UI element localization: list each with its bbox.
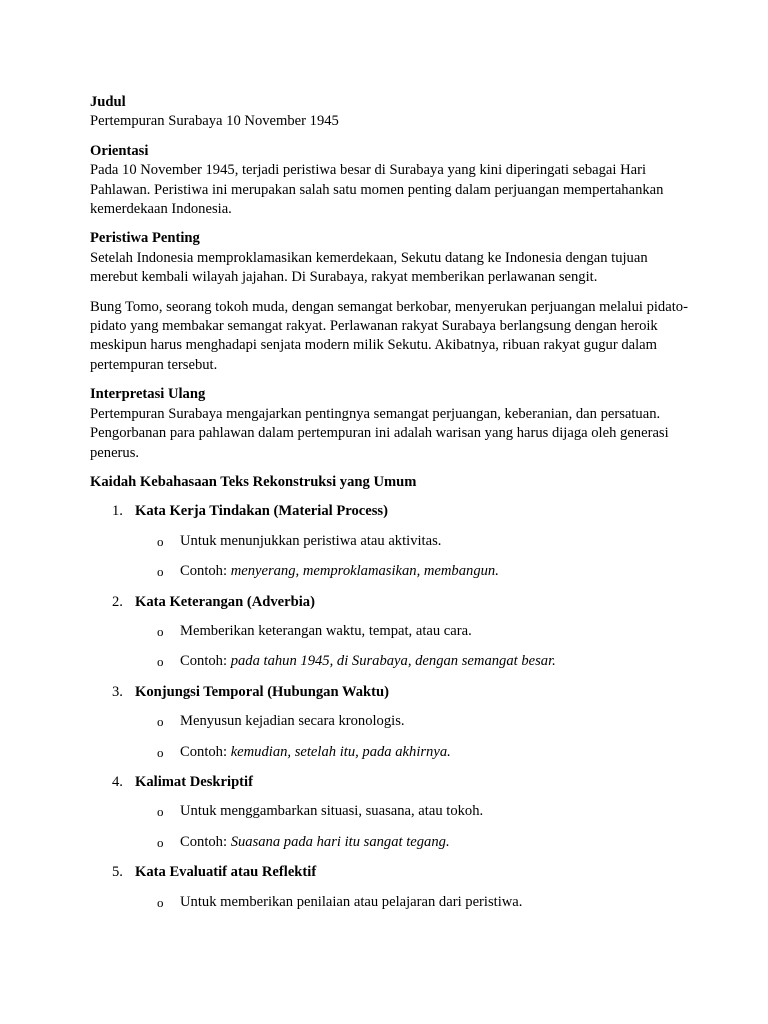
orientasi-text: Pada 10 November 1945, terjadi peristiwa besar di Surabaya yang kini diperingati sebagai Hari Pahlawan. Peristiwa ini merupakan salah satu momen penting dalam perjuangan mempertahankan kemerdekaan Indonesia.	[90, 162, 664, 218]
bullet-marker: o	[157, 623, 164, 639]
sub-bullet-list	[135, 532, 690, 582]
bullet-marker: o	[157, 744, 164, 760]
sub-bullet-item	[135, 712, 690, 731]
example-prefix: Contoh:	[180, 743, 231, 760]
example-prefix: Contoh:	[180, 563, 231, 580]
bullet-marker: o	[157, 894, 164, 910]
list-item	[90, 593, 690, 672]
sub-bullet-item	[135, 622, 690, 641]
heading-interpretasi-ulang: Interpretasi Ulang	[90, 386, 206, 403]
judul-text: Pertempuran Surabaya 10 November 1945	[90, 113, 339, 130]
bullet-text: Memberikan keterangan waktu, tempat, atau cara.	[180, 622, 472, 639]
list-item-label: Kalimat Deskriptif	[135, 773, 253, 790]
heading-orientasi: Orientasi	[90, 142, 149, 159]
sub-bullet-list	[135, 622, 690, 672]
sub-bullet-item	[135, 562, 690, 581]
sub-bullet-list	[135, 893, 690, 912]
heading-kaidah-kebahasaan: Kaidah Kebahasaan Teks Rekonstruksi yang Umum	[90, 473, 417, 490]
sub-bullet-list	[135, 712, 690, 762]
list-item-label: Konjungsi Temporal (Hubungan Waktu)	[135, 683, 389, 700]
example-prefix: Contoh:	[180, 653, 231, 670]
sub-bullet-item	[135, 652, 690, 671]
list-number: 5.	[112, 864, 123, 881]
list-item-label: Kata Keterangan (Adverbia)	[135, 593, 315, 610]
bullet-text: Untuk menggambarkan situasi, suasana, atau tokoh.	[180, 803, 484, 820]
list-item	[90, 502, 690, 581]
bullet-text: Untuk menunjukkan peristiwa atau aktivitas.	[180, 532, 442, 549]
kaidah-numbered-list	[90, 502, 690, 912]
section-orientasi	[90, 142, 690, 220]
sub-bullet-item	[135, 893, 690, 912]
sub-bullet-item	[135, 833, 690, 852]
section-interpretasi-ulang	[90, 385, 690, 463]
list-number: 4.	[112, 773, 123, 790]
bullet-marker: o	[157, 714, 164, 730]
sub-bullet-item	[135, 743, 690, 762]
sub-bullet-item	[135, 802, 690, 821]
sub-bullet-item	[135, 532, 690, 551]
document-page	[90, 93, 690, 923]
peristiwa-paragraph-2: Bung Tomo, seorang tokoh muda, dengan semangat berkobar, menyerukan perjuangan melalui pidato-pidato yang membakar semangat rakyat. Perlawanan rakyat Surabaya berlangsung dengan heroik meskipun harus menghadapi senjata modern milik Sekutu. Akibatnya, ribuan rakyat gugur dalam pertempuran tersebut.	[90, 298, 688, 373]
bullet-marker: o	[157, 804, 164, 820]
list-number: 1.	[112, 503, 123, 520]
bullet-marker: o	[157, 564, 164, 580]
list-item	[90, 773, 690, 852]
example-text: pada tahun 1945, di Surabaya, dengan semangat besar.	[230, 653, 556, 670]
peristiwa-paragraph-1: Setelah Indonesia memproklamasikan kemerdekaan, Sekutu datang ke Indonesia dengan tujuan merebut kembali wilayah jajahan. Di Surabaya, rakyat memberikan perlawanan sengit.	[90, 249, 648, 286]
bullet-marker: o	[157, 654, 164, 670]
bullet-text: Untuk memberikan penilaian atau pelajaran dari peristiwa.	[180, 893, 523, 910]
list-number: 2.	[112, 593, 123, 610]
example-prefix: Contoh:	[180, 833, 231, 850]
example-text: Suasana pada hari itu sangat tegang.	[230, 833, 450, 850]
list-item-label: Kata Kerja Tindakan (Material Process)	[135, 503, 388, 520]
list-item	[90, 683, 690, 762]
section-peristiwa-penting	[90, 229, 690, 375]
list-number: 3.	[112, 683, 123, 700]
heading-judul: Judul	[90, 94, 126, 110]
example-text: menyerang, memproklamasikan, membangun.	[230, 563, 499, 580]
example-text: kemudian, setelah itu, pada akhirnya.	[230, 743, 451, 760]
list-item-label: Kata Evaluatif atau Reflektif	[135, 864, 317, 881]
section-judul	[90, 93, 690, 132]
heading-peristiwa-penting: Peristiwa Penting	[90, 230, 200, 247]
list-item	[90, 863, 690, 912]
sub-bullet-list	[135, 802, 690, 852]
bullet-marker: o	[157, 533, 164, 549]
bullet-marker: o	[157, 834, 164, 850]
bullet-text: Menyusun kejadian secara kronologis.	[180, 713, 405, 730]
interpretasi-text: Pertempuran Surabaya mengajarkan pentingnya semangat perjuangan, keberanian, dan persatuan. Pengorbanan para pahlawan dalam pertempuran ini adalah warisan yang harus dijaga oleh generasi penerus.	[90, 405, 669, 461]
